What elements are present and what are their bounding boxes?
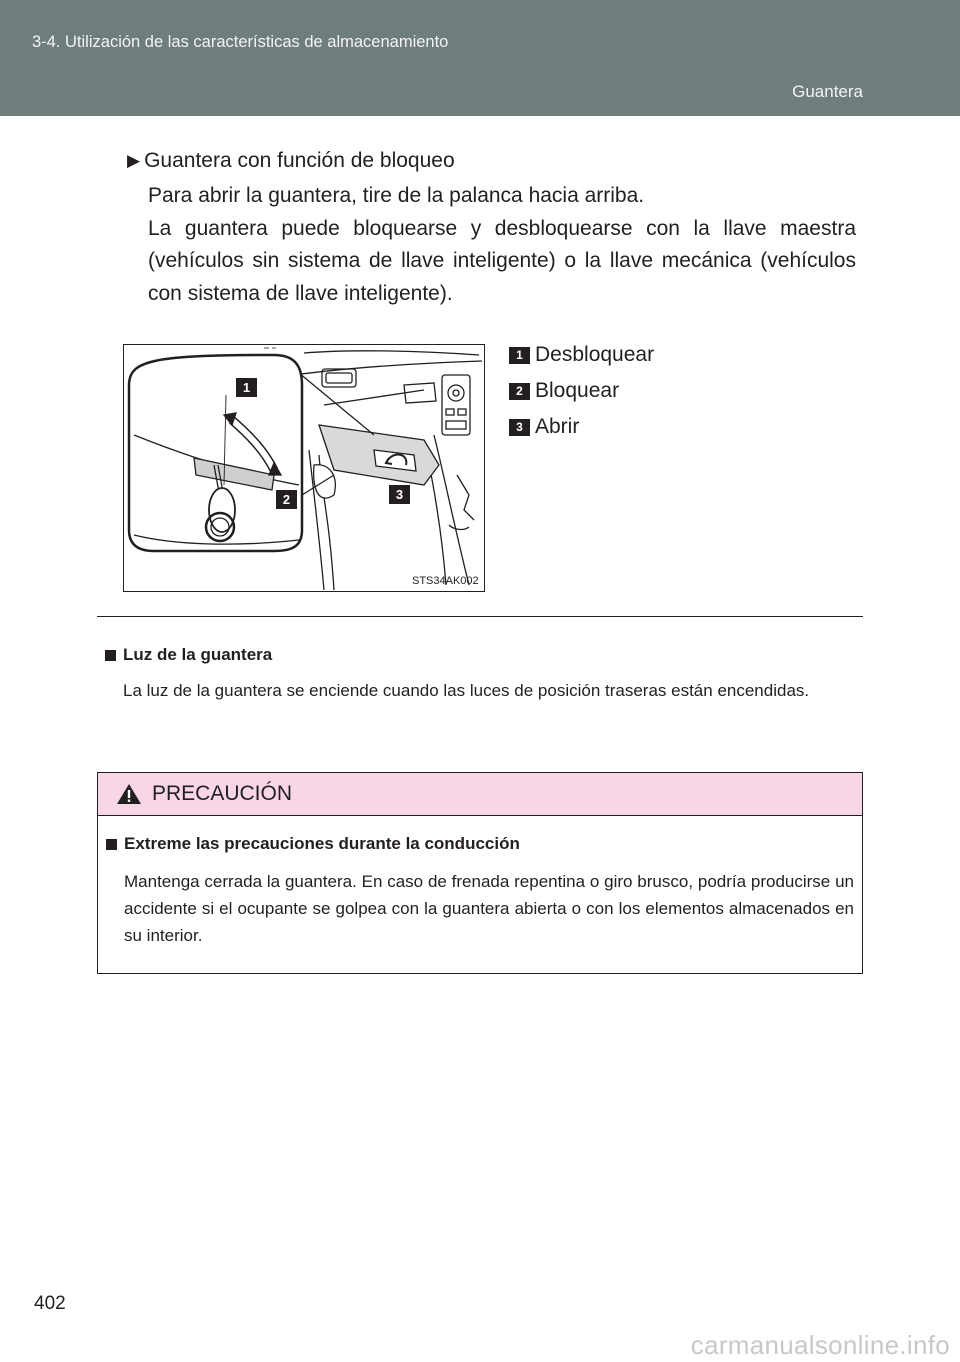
legend-number: 2 bbox=[509, 383, 530, 400]
caution-box bbox=[97, 772, 863, 974]
legend-item-lock bbox=[509, 373, 654, 409]
section-title: Guantera bbox=[792, 82, 863, 101]
caution-label: PRECAUCIÓN bbox=[152, 782, 293, 805]
callout-3: 3 bbox=[389, 485, 410, 504]
subsection-heading bbox=[127, 149, 455, 173]
legend-number: 3 bbox=[509, 419, 530, 436]
watermark: carmanualsonline.info bbox=[690, 1330, 950, 1360]
figure-code: STS34AK002 bbox=[412, 575, 479, 587]
triangle-bullet-icon: ▶ bbox=[127, 151, 141, 170]
legend-label: Desbloquear bbox=[535, 343, 655, 366]
legend-label: Bloquear bbox=[535, 379, 620, 402]
legend-item-open bbox=[509, 409, 654, 445]
page-number: 402 bbox=[34, 1293, 66, 1314]
caution-title-text: Extreme las precauciones durante la conducción bbox=[124, 834, 520, 853]
note-text: La luz de la guantera se enciende cuando las luces de posición traseras están encendidas. bbox=[123, 681, 810, 700]
glovebox-illustration bbox=[123, 344, 485, 592]
caution-header bbox=[98, 773, 862, 816]
caution-title bbox=[106, 834, 520, 854]
caution-text: Mantenga cerrada la guantera. En caso de frenada repentina o giro brusco, podría producirse un accidente si el ocupante se golpea con la guantera abierta o con los elementos almacenados en su interior. bbox=[124, 872, 854, 945]
callout-2: 2 bbox=[276, 490, 297, 509]
body-text bbox=[148, 180, 856, 310]
heading-text: Guantera con función de bloqueo bbox=[144, 149, 455, 172]
square-bullet-icon bbox=[105, 650, 116, 661]
callout-1: 1 bbox=[236, 378, 257, 397]
chapter-title: 3-4. Utilización de las características de almacenamiento bbox=[32, 33, 449, 51]
warning-icon bbox=[116, 783, 142, 805]
page-header bbox=[0, 0, 960, 116]
square-bullet-icon bbox=[106, 839, 117, 850]
note-title-text: Luz de la guantera bbox=[123, 645, 273, 664]
legend-item-unlock bbox=[509, 337, 654, 373]
section-divider bbox=[97, 616, 863, 617]
paragraph-open: Para abrir la guantera, tire de la palanca hacia arriba. bbox=[148, 184, 645, 207]
note-title bbox=[105, 645, 272, 665]
paragraph-lock: La guantera puede bloquearse y desbloquearse con la llave maestra (vehículos sin sistema de llave inteligente) o la llave mecánica (vehículos con sistema de llave inteligente). bbox=[148, 216, 856, 305]
figure-legend bbox=[509, 337, 654, 445]
legend-number: 1 bbox=[509, 347, 530, 364]
legend-label: Abrir bbox=[535, 415, 580, 438]
